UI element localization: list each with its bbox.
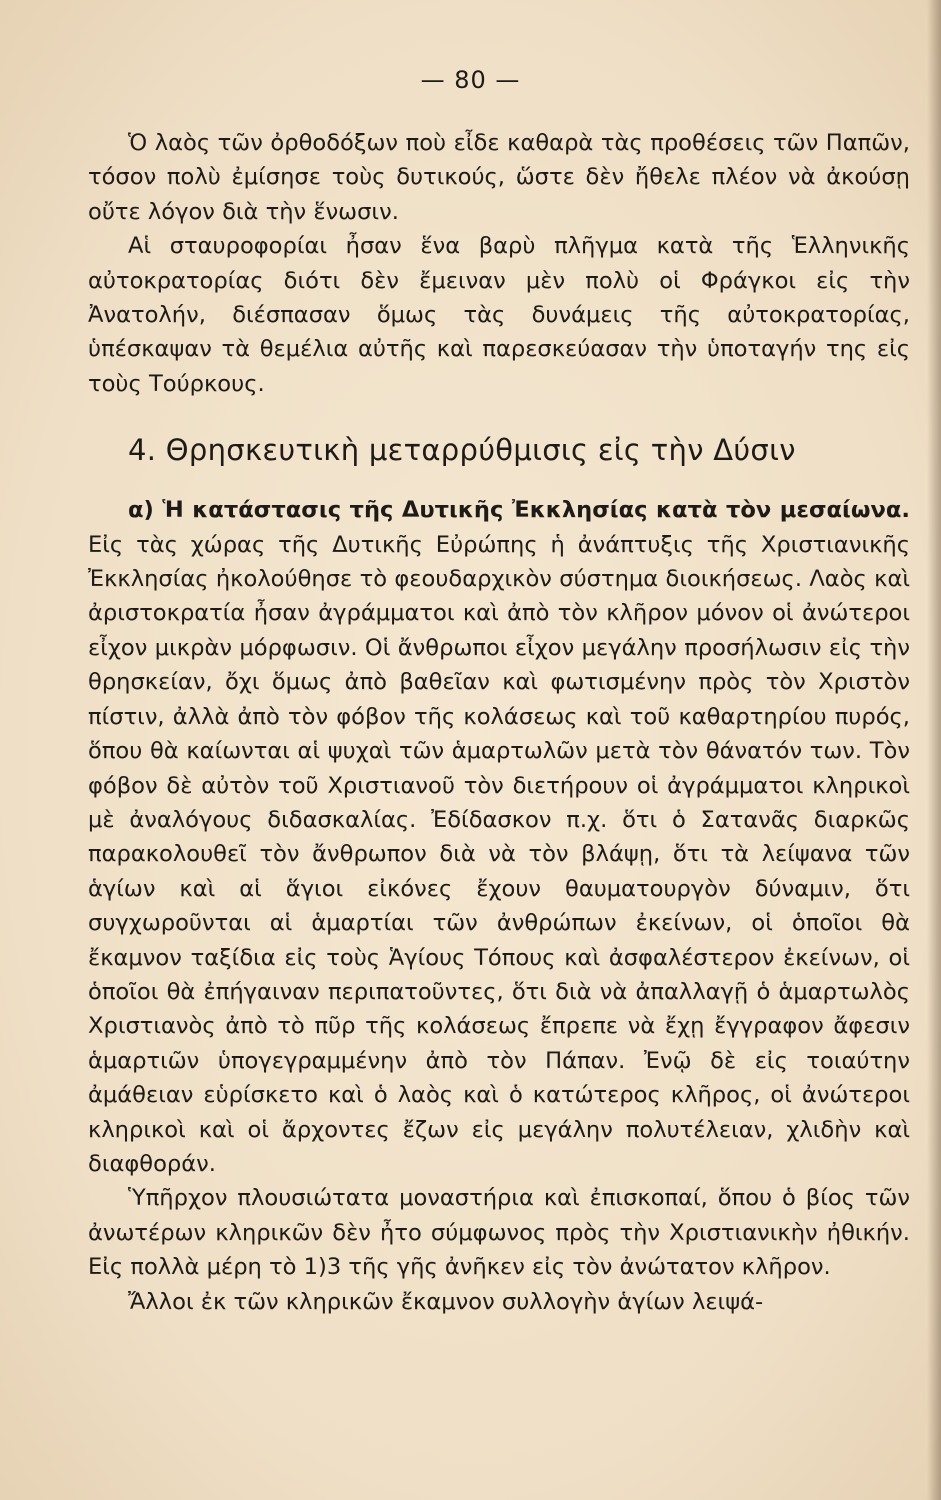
- page-number: — 80 —: [420, 66, 521, 94]
- section-heading: 4. Θρησκευτικὴ μεταρρύθμισις εἰς τὴν Δύσιν: [128, 433, 796, 468]
- page-edge-shadow: [927, 0, 941, 1500]
- body-text: [88, 126, 910, 1319]
- paragraph: Ὁ λαὸς τῶν ὀρθοδόξων ποὺ εἶδε καθαρὰ τὰς προθέσεις τῶν Παπῶν, τόσον πολὺ ἐμίσησε τοὺς δυτικούς, ὥστε δὲν ἤθελε πλέον νὰ ἀκούσῃ οὔτε λόγον διὰ τὴν ἕνωσιν.: [88, 130, 910, 225]
- paragraph: Ὑπῆρχον πλουσιώτατα μοναστήρια καὶ ἐπισκοπαί, ὅπου ὁ βίος τῶν ἀνωτέρων κληρικῶν δὲν ἦτο σύμφωνος πρὸς τὴν Χριστιανικὴν ἠθικήν. Εἰς πολλὰ μέρη τὸ 1)3 τῆς γῆς ἀνῆκεν εἰς τὸν ἀνώτατον κλῆρον.: [88, 1185, 910, 1281]
- subsection-paragraph: [88, 493, 910, 1181]
- subsection-text: Εἰς τὰς χώρας τῆς Δυτικῆς Εὐρώπης ἡ ἀνάπτυξις τῆς Χριστιανικῆς Ἐκκλησίας ἠκολούθησε τὸ φεουδαρχικὸν σύστημα διοικήσεως. Λαὸς καὶ ἀριστοκρατία ἦσαν ἀγράμματοι καὶ ἀπὸ τὸν κλῆρον μόνον οἱ ἀνώτεροι εἶχον μικρὰν μόρφωσιν. Οἱ ἄνθρωποι εἶχον μεγάλην προσήλωσιν εἰς τὴν θρησκείαν, ὄχι ὅμως ἀπὸ βαθεῖαν καὶ φωτισμένην πρὸς τὸν Χριστὸν πίστιν, ἀλλὰ ἀπὸ τὸν φόβον τῆς κολάσεως καὶ τοῦ καθαρτηρίου πυρός, ὅπου θὰ καίωνται αἱ ψυχαὶ τῶν ἁμαρτωλῶν μετὰ τὸν θάνατόν των. Τὸν φόβον δὲ αὐτὸν τοῦ Χριστιανοῦ τὸν διετήρουν οἱ ἀγράμματοι κληρικοὶ μὲ ἀναλόγους διδασκαλίας. Ἐδίδασκον π.χ. ὅτι ὁ Σατανᾶς διαρκῶς παρακολουθεῖ τὸν ἄνθρωπον διὰ νὰ τὸν βλάψῃ, ὅτι τὰ λείψανα τῶν ἁγίων καὶ αἱ ἅγιοι εἰκόνες ἔχουν θαυματουργὸν δύναμιν, ὅτι συγχωροῦνται αἱ ἁμαρτίαι τῶν ἀνθρώπων ἐκείνων, οἱ ὁποῖοι θὰ ἔκαμνον ταξίδια εἰς τοὺς Ἁγίους Τόπους καὶ ἀσφαλέστερον ἐκείνων, οἱ ὁποῖοι θὰ ἐπήγαιναν περιπατοῦντες, ὅτι διὰ νὰ ἀπαλλαγῇ ὁ ἁμαρτωλὸς Χριστιανὸς ἀπὸ τὸ πῦρ τῆς κολάσεως ἔπρεπε νὰ ἔχῃ ἔγγραφον ἄφεσιν ἁμαρτιῶν ὑπογεγραμμένην ἀπὸ τὸν Πάπαν. Ἐνῷ δὲ εἰς τοιαύτην ἀμάθειαν εὑρίσκετο καὶ ὁ λαὸς καὶ ὁ κατώτερος κλῆρος, οἱ ἀνώτεροι κληρικοὶ καὶ οἱ ἄρχοντες ἔζων εἰς μεγάλην πολυτέλειαν, χλιδὴν καὶ διαφθοράν.: [88, 531, 910, 1177]
- paragraph: Αἱ σταυροφορίαι ἦσαν ἕνα βαρὺ πλῆγμα κατὰ τῆς Ἑλληνικῆς αὐτοκρατορίας διότι δὲν ἔμειναν μὲν πολὺ οἱ Φράγκοι εἰς τὴν Ἀνατολήν, διέσπασαν ὅμως τὰς δυνάμεις τῆς αὐτοκρατορίας, ὑπέσκαψαν τὰ θεμέλια αὐτῆς καὶ παρεσκεύασαν τὴν ὑποταγήν της εἰς τοὺς Τούρκους.: [88, 233, 910, 397]
- paragraph: Ἄλλοι ἐκ τῶν κληρικῶν ἔκαμνον συλλογὴν ἁγίων λειψά-: [128, 1288, 764, 1315]
- subsection-title: α) Ἡ κατάστασις τῆς Δυτικῆς Ἐκκλησίας κατὰ τὸν μεσαίωνα.: [128, 497, 910, 524]
